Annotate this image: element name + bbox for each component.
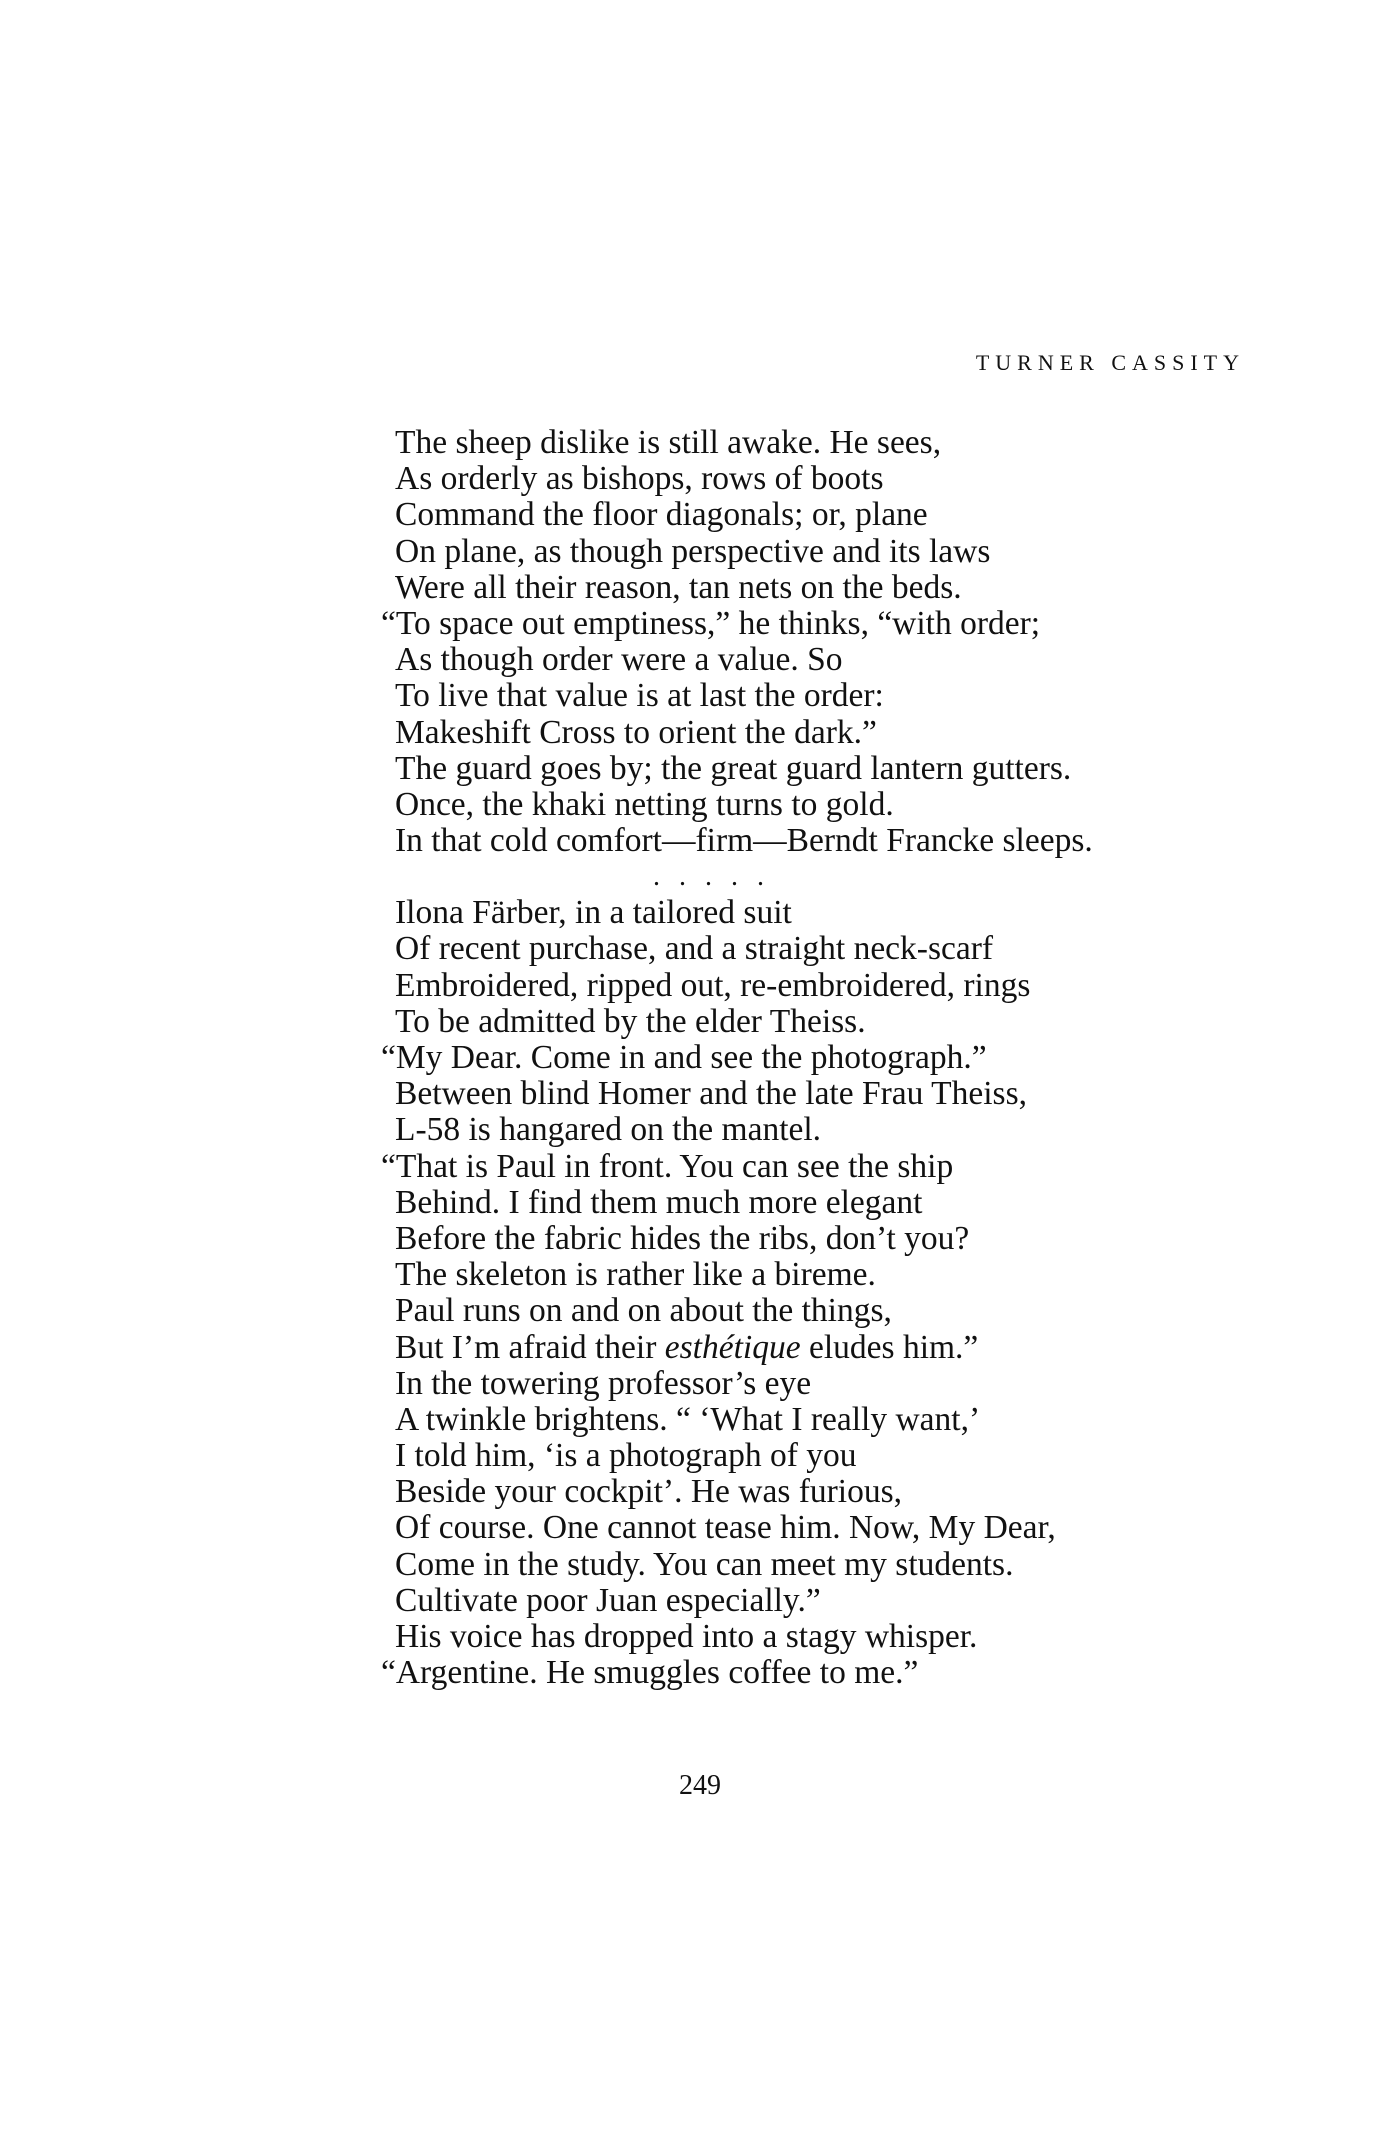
page-number: 249: [679, 1770, 721, 1801]
poem-line: Beside your cockpit’. He was furious,: [395, 1473, 903, 1511]
poem-line: Makeshift Cross to orient the dark.”: [395, 713, 877, 751]
poem-line: As though order were a value. So: [395, 641, 843, 679]
poem-line: The skeleton is rather like a bireme.: [395, 1256, 876, 1294]
poem-line: On plane, as though perspective and its laws: [395, 532, 991, 570]
poem-line: In the towering professor’s eye: [395, 1364, 812, 1402]
poem-line: Ilona Färber, in a tailored suit: [395, 894, 792, 932]
poem-line: “That is Paul in front. You can see the ship: [381, 1147, 954, 1185]
poem-line: To be admitted by the elder Theiss.: [395, 1002, 866, 1040]
poem-line: “Argentine. He smuggles coffee to me.”: [381, 1654, 919, 1692]
poem-line: The guard goes by; the great guard lantern gutters.: [395, 749, 1072, 787]
poem-line: To live that value is at last the order:: [395, 677, 884, 715]
poem-line: Behind. I find them much more elegant: [395, 1183, 923, 1221]
running-head: TURNER CASSITY: [975, 350, 1245, 375]
poem-line: Of course. One cannot tease him. Now, My Dear,: [395, 1509, 1056, 1547]
poem-line: Before the fabric hides the ribs, don’t you?: [395, 1219, 970, 1257]
poem-line: As orderly as bishops, rows of boots: [395, 460, 884, 498]
poem-line: In that cold comfort—firm—Berndt Francke sleeps.: [395, 822, 1093, 860]
poem-line: I told him, ‘is a photograph of you: [395, 1437, 857, 1475]
section-separator: . . . . .: [653, 861, 770, 893]
poem-line: Were all their reason, tan nets on the beds.: [395, 568, 962, 606]
poem-line-italic: [395, 1330, 1295, 1366]
poem-body: [381, 424, 1295, 1692]
poem-line: Embroidered, ripped out, re-embroidered, rings: [395, 966, 1031, 1004]
poem-line: Come in the study. You can meet my students.: [395, 1545, 1014, 1583]
poem-line: Between blind Homer and the late Frau Theiss,: [395, 1075, 1028, 1113]
poem-line: L-58 is hangared on the mantel.: [395, 1111, 822, 1149]
poem-line: “My Dear. Come in and see the photograph.”: [381, 1039, 987, 1076]
poem-line: Once, the khaki netting turns to gold.: [395, 785, 894, 823]
italic-word: esthétique: [664, 1328, 801, 1366]
poem-line: Paul runs on and on about the things,: [395, 1292, 892, 1330]
poem-line: “To space out emptiness,” he thinks, “with order;: [381, 604, 1041, 642]
poem-line: Command the floor diagonals; or, plane: [395, 496, 928, 534]
poem-line: Of recent purchase, and a straight neck-scarf: [395, 930, 994, 968]
poem-line: The sheep dislike is still awake. He sees,: [395, 424, 942, 461]
poem-line: His voice has dropped into a stagy whisper.: [395, 1618, 978, 1655]
line-text: But I’m afraid their: [395, 1328, 665, 1366]
line-text: eludes him.”: [800, 1328, 979, 1366]
poem-line: Cultivate poor Juan especially.”: [395, 1581, 821, 1619]
poem-line: A twinkle brightens. “ ‘What I really want,’: [395, 1400, 981, 1438]
